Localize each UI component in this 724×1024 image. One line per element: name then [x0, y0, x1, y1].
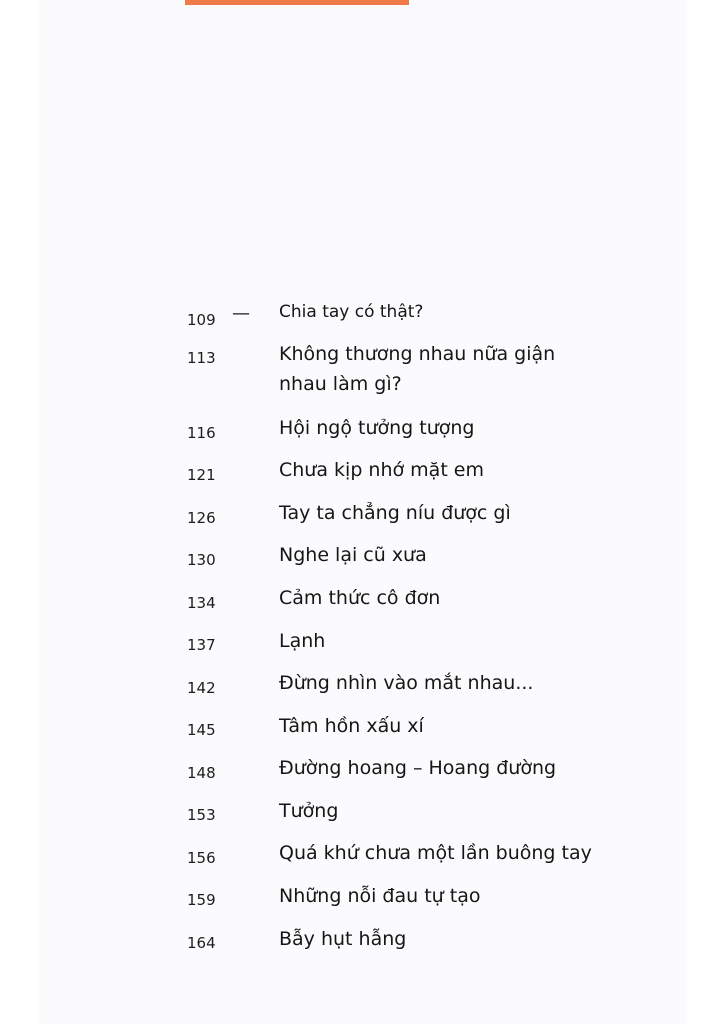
toc-title: Hội ngộ tưởng tượng [279, 417, 475, 439]
toc-page-number: 109 [187, 311, 216, 329]
toc-page-number: 148 [187, 764, 216, 782]
toc-page-number: 164 [187, 934, 216, 952]
toc-title: Bẫy hụt hẫng [279, 928, 407, 950]
toc-title: Nghe lại cũ xưa [279, 544, 427, 566]
toc-title: Chia tay có thật? [279, 302, 424, 322]
toc-title: Tâm hồn xấu xí [279, 715, 424, 737]
toc-page-number: 159 [187, 891, 216, 909]
toc-title: Đừng nhìn vào mắt nhau... [279, 672, 534, 694]
toc-title: Cảm thức cô đơn [279, 587, 441, 609]
toc-title: Chưa kịp nhớ mặt em [279, 459, 485, 481]
toc-page-number: 137 [187, 636, 216, 654]
toc-page-number: 134 [187, 594, 216, 612]
toc-page-number: 145 [187, 721, 216, 739]
toc-title: Tưởng [279, 800, 339, 822]
toc-title: Lạnh [279, 630, 326, 652]
toc-page-number: 130 [187, 551, 216, 569]
toc-page-number: 113 [187, 349, 216, 367]
toc-page-number: 142 [187, 679, 216, 697]
toc-page-number: 156 [187, 849, 216, 867]
toc-page-number: 116 [187, 424, 216, 442]
toc-page-number: 126 [187, 509, 216, 527]
toc-title: Đường hoang – Hoang đường [279, 757, 557, 779]
toc-page-number: 153 [187, 806, 216, 824]
toc-title: Tay ta chẳng níu được gì [279, 502, 511, 524]
toc-dash: — [232, 303, 250, 324]
toc-title: Những nỗi đau tự tạo [279, 885, 481, 907]
toc-title: Không thương nhau nữa giận nhau làm gì? [279, 343, 556, 395]
toc-title: Quá khứ chưa một lần buông tay [279, 842, 592, 864]
toc-page-number: 121 [187, 466, 216, 484]
